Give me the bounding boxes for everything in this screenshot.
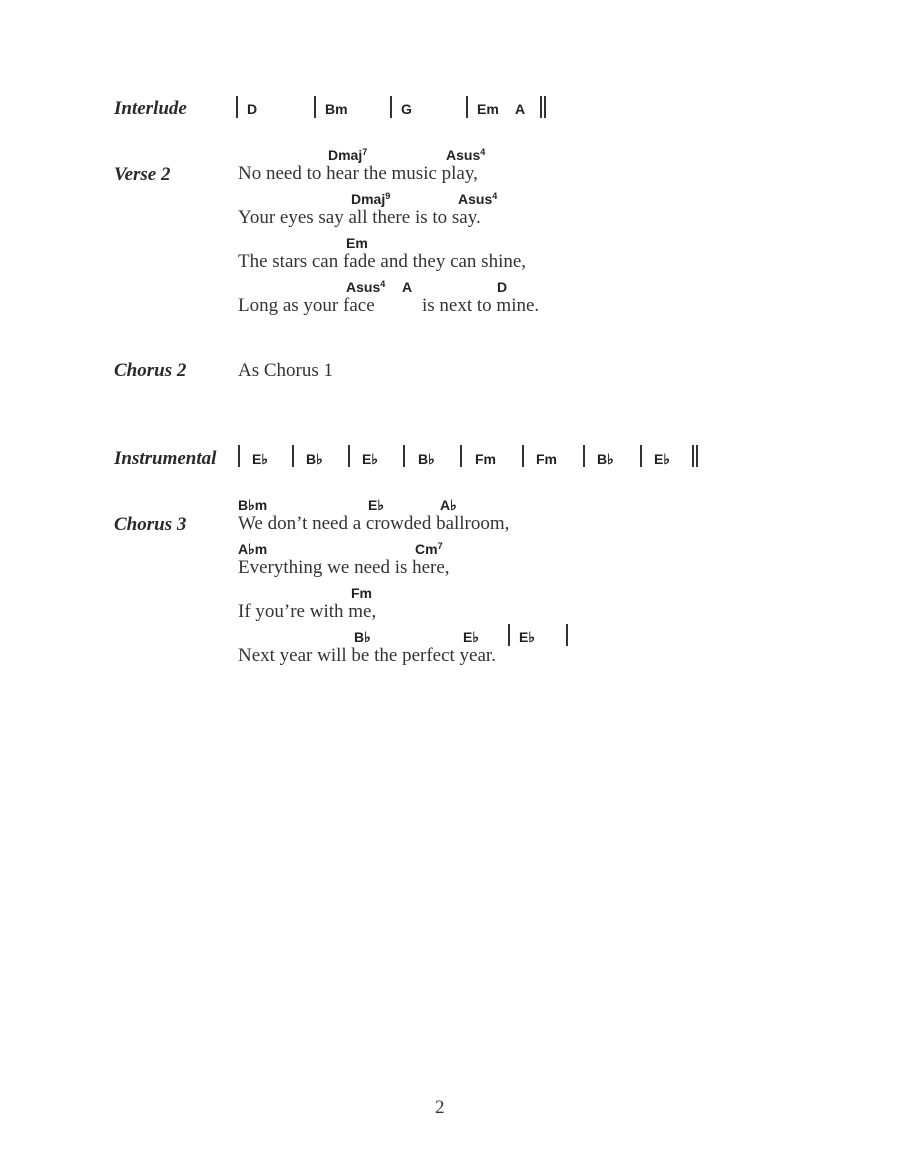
bar-line — [540, 96, 542, 118]
chord: E♭ — [654, 451, 670, 467]
bar-line — [292, 445, 294, 467]
chord: Asus$^4$ — [458, 191, 498, 207]
bar-line — [522, 445, 524, 467]
chord: B♭ — [597, 451, 614, 467]
chord: Dmaj$^9$ — [351, 191, 391, 207]
chord: Cm$^7$ — [415, 541, 443, 557]
final-bar-line — [696, 445, 698, 467]
lyric-line: If you’re with me, — [238, 601, 377, 622]
chord: A — [515, 101, 526, 117]
bar-line — [466, 96, 468, 118]
bar-line — [508, 624, 510, 646]
chorus-reference: As Chorus 1 — [238, 360, 334, 381]
lyric-line: is next to mine. — [422, 295, 540, 316]
chord: B♭m — [238, 497, 268, 513]
chord: A♭ — [440, 497, 457, 513]
chord: Em — [346, 235, 368, 251]
section-label-chorus-3: Chorus 3 — [114, 514, 187, 535]
section-label-interlude: Interlude — [114, 98, 187, 119]
bar-line — [236, 96, 238, 118]
chord: Asus$^4$ — [346, 279, 386, 295]
chord: E♭ — [252, 451, 268, 467]
chord: D — [247, 101, 258, 117]
section-label-verse-2: Verse 2 — [114, 164, 171, 185]
lyric-line: Long as your face — [238, 295, 375, 316]
final-bar-line — [544, 96, 546, 118]
chord: B♭ — [418, 451, 435, 467]
chord: Fm — [351, 585, 372, 601]
chord: Bm — [325, 101, 348, 117]
section-label-instrumental: Instrumental — [114, 448, 217, 469]
chord: G — [401, 101, 412, 117]
chord: Em — [477, 101, 499, 117]
lyric-line: No need to hear the music play, — [238, 163, 478, 184]
chord: A♭m — [238, 541, 268, 557]
chord: Dmaj$^7$ — [328, 147, 368, 163]
chord: D — [497, 279, 508, 295]
chord: Asus$^4$ — [446, 147, 486, 163]
chord: E♭ — [362, 451, 378, 467]
page-number: 2 — [435, 1097, 445, 1118]
bar-line — [566, 624, 568, 646]
bar-line — [238, 445, 240, 467]
section-label-chorus-2: Chorus 2 — [114, 360, 187, 381]
bar-line — [403, 445, 405, 467]
lyric-line: Everything we need is here, — [238, 557, 450, 578]
chord: E♭ — [463, 629, 479, 645]
bar-line — [692, 445, 694, 467]
chord: B♭ — [354, 629, 371, 645]
chord: Fm — [536, 451, 557, 467]
chord: A — [402, 279, 413, 295]
chord: B♭ — [306, 451, 323, 467]
chord: Fm — [475, 451, 496, 467]
bar-line — [314, 96, 316, 118]
bar-line — [390, 96, 392, 118]
chord: E♭ — [519, 629, 535, 645]
bar-line — [640, 445, 642, 467]
lyric-line: Your eyes say all there is to say. — [238, 207, 481, 228]
chord: E♭ — [368, 497, 384, 513]
bar-line — [460, 445, 462, 467]
bar-line — [348, 445, 350, 467]
lyric-line: We don’t need a crowded ballroom, — [238, 513, 510, 534]
lyric-line: Next year will be the perfect year. — [238, 645, 496, 666]
lyric-line: The stars can fade and they can shine, — [238, 251, 527, 272]
bar-line — [583, 445, 585, 467]
